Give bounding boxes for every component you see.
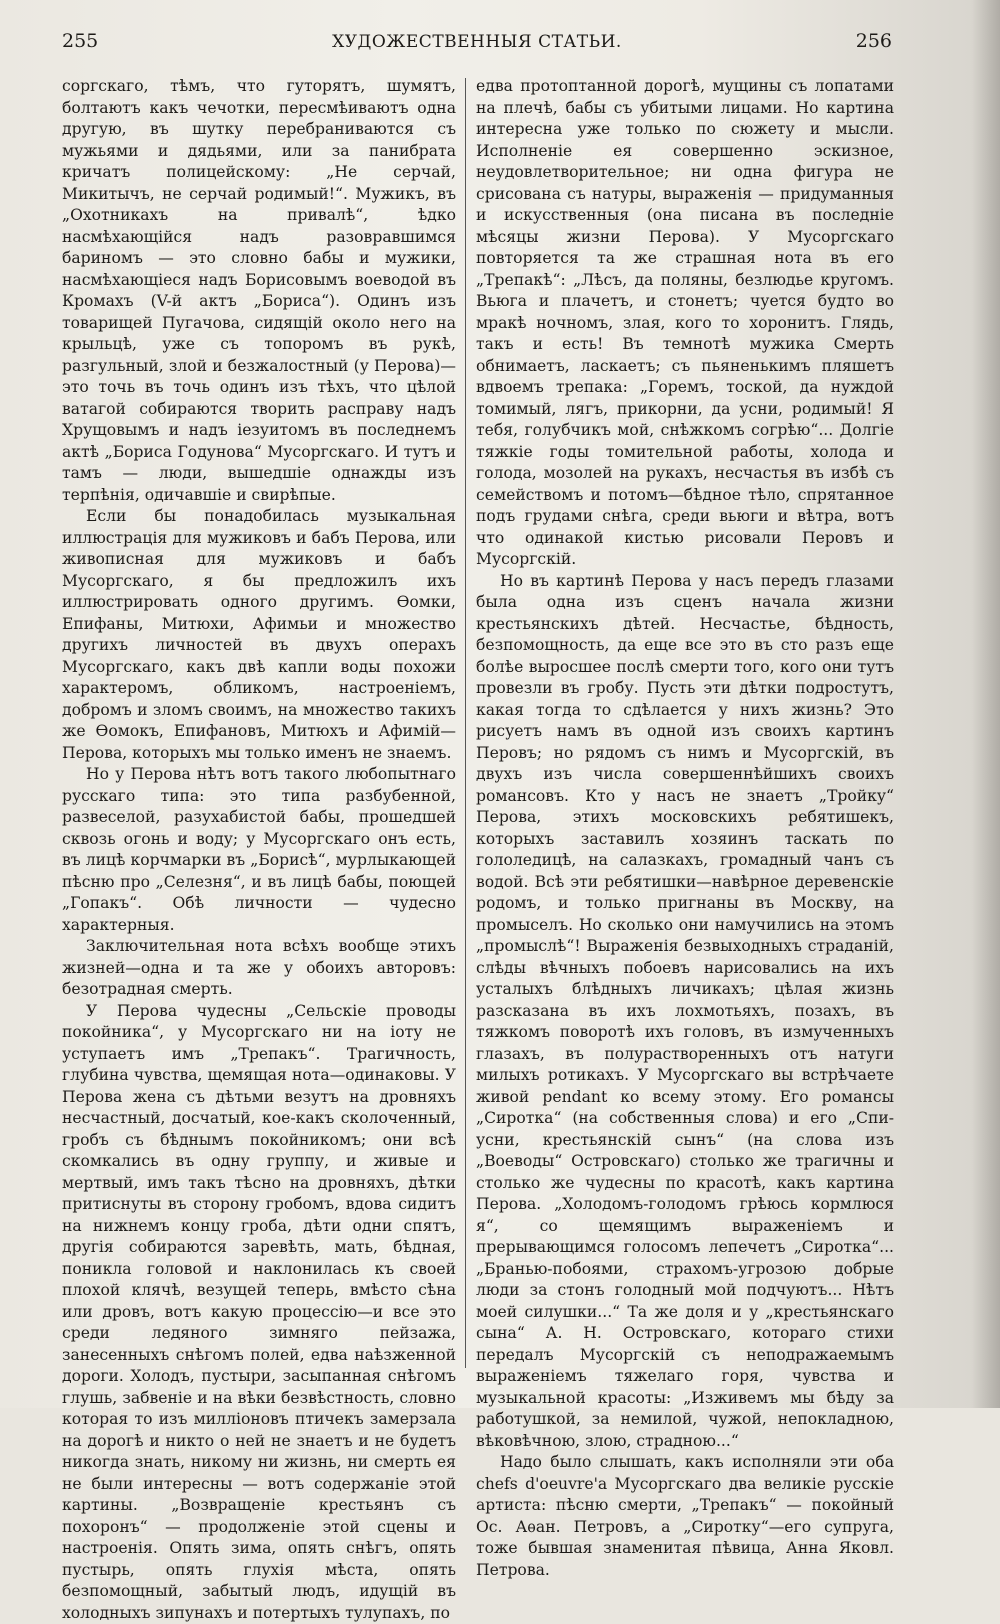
page-number-right: 256 (856, 30, 892, 52)
column-divider (465, 78, 466, 1368)
page-header (62, 30, 892, 60)
paragraph: соргскаго, тѣмъ, что гуторятъ, шумятъ, болтаютъ какъ чечотки, пересмѣиваютъ одна другую, въ шутку перебраниваются съ мужьями и дядьями, или за панибрата кричатъ полицейскому: „Не серчай, Микитычъ, не серчай родимый!“. Мужикъ, въ „Охотникахъ на привалѣ“, ѣдко насмѣхающійся надъ разоврaвшимся бариномъ — это словно бабы и мужики, насмѣхающіеся надъ Борисовымъ воеводой въ Кромахъ (V-й актъ „Бориса“). Одинъ изъ товарищей Пугачова, сидящій около него на крыльцѣ, уже съ топоромъ въ рукѣ, разгульный, злой и безжалостный (у Перова)—это точь въ точь одинъ изъ тѣхъ, что цѣлой ватагой собираются творить расправу надъ Хрущовымъ и надъ іезуитомъ въ последнемъ актѣ „Бориса Годунова“ Мусоргскаго. И тутъ и тамъ — люди, вышедшіе однажды изъ терпѣнія, одичавшіе и свирѣпые. (62, 76, 456, 506)
paragraph: Надо было слышать, какъ исполняли эти оба chefs d'oeuvre'а Мусоргскаго два великіе русскіе артиста: пѣсню смерти, „Трепакъ“ — покойный Ос. Аѳан. Петровъ, а „Сиротку“—его супруга, тоже бывшая знаменитая пѣвица, Анна Яковл. Петрова. (476, 1452, 894, 1581)
paragraph: Если бы понадобилась музыкальная иллюстрація для мужиковъ и бабъ Перова, или живописная для мужиковъ и бабъ Мусоргскаго, я бы предложилъ ихъ иллюстрировать одного другимъ. Ѳомки, Епифаны, Митюхи, Афимьи и множество другихъ личностей въ двухъ операхъ Мусоргскаго, какъ двѣ капли воды похожи характеромъ, обликомъ, настроеніемъ, добромъ и зломъ своимъ, на множество такихъ же Ѳомокъ, Епифановъ, Митюхъ и Афимій—Перова, которыхъ мы только именъ не знаемъ. (62, 506, 456, 764)
page-edge-shadow (972, 0, 1000, 1408)
paragraph: едва протоптанной дорогѣ, мущины съ лопатами на плечѣ, бабы съ убитыми лицами. Но картина интересна уже только по сюжету и мысли. Исполненіе ея совершенно эскизное, неудовлетворительное; ни одна фигура не срисована съ натуры, выраженія — придуманныя и искусственныя (она писана въ последніе мѣсяцы жизни Перова). У Мусоргскаго повторяется та же страшная нота въ его „Трепакѣ“: „Лѣсъ, да поляны, безлюдье кругомъ. Вьюга и плачетъ, и стонетъ; чуется будто во мракѣ ночномъ, злая, кого то хоронитъ. Глядь, такъ и есть! Въ темнотѣ мужика Смерть обнимаетъ, ласкаетъ; съ пьяненькимъ пляшетъ вдвоемъ трепака: „Горемъ, тоской, да нуждой томимый, лягъ, прикорни, да усни, родимый! Я тебя, голубчикъ мой, снѣжкомъ согрѣю“... Долгіе тяжкіе годы томительной работы, холода и голода, мозолей на рукахъ, несчастья въ избѣ съ семействомъ и потомъ—бѣдное тѣло, спрятанное подъ грудами снѣга, среди вьюги и вѣтра, вотъ что одинакой кистью рисовали Перовъ и Мусоргскій. (476, 76, 894, 571)
right-column (476, 76, 894, 1376)
paragraph: Заключительная нота всѣхъ вообще этихъ жизней—одна и та же у обоихъ авторовъ: безотрадная смерть. (62, 936, 456, 1001)
left-column (62, 76, 456, 1376)
paragraph: Но въ картинѣ Перова у насъ передъ глазами была одна изъ сценъ начала жизни крестьянскихъ дѣтей. Несчастье, бѣдность, безпомощность, да еще все это въ сто разъ еще болѣе выросшее послѣ смерти того, кого они тутъ провезли въ гробу. Пусть эти дѣтки подростутъ, какая тогда то сдѣлается у нихъ жизнь? Это рисуетъ намъ въ одной изъ своихъ картинъ Перовъ; но рядомъ съ нимъ и Мусоргскій, въ двухъ изъ числа совершеннѣйшихъ своихъ романсовъ. Кто у насъ не знаетъ „Тройку“ Перова, этихъ московскихъ ребятишекъ, которыхъ заставилъ хозяинъ таскать по гололедицѣ, на салазкахъ, громадный чанъ съ водой. Всѣ эти ребятишки—навѣрное деревенскіе родомъ, и только пригнаны въ Москву, на промыселъ. Но сколько они намучились на этомъ „промыслѣ“! Выраженія безвыходныхъ страданій, слѣды вѣчныхъ побоевъ нарисовались на ихъ усталыхъ блѣдныхъ личикахъ; цѣлая жизнь разсказана въ ихъ лохмотьяхъ, позахъ, въ тяжкомъ поворотѣ ихъ головъ, въ измученныхъ глазахъ, въ полурастворенныхъ отъ натуги милыхъ ротикахъ. У Мусоргскаго вы встрѣчаете живой pendant ко всему этому. Его романсы „Сиротка“ (на собственныя слова) и его „Спи-усни, крестьянскій сынъ“ (на слова изъ „Воеводы“ Островскаго) столько же трагичны и столько же чудесны по красотѣ, какъ картина Перова. „Холодомъ-голодомъ грѣюсь кормлюся я“, со щемящимъ выраженіемъ и прерывающимся голосомъ лепечетъ „Сиротка“... „Бранью-побоями, страхомъ-угрозою добрые люди за стонъ голодный мой подчуютъ... Нѣтъ моей силушки...“ Та же доля и у „крестьянскаго сына“ А. Н. Островскаго, котораго стихи передалъ Мусоргскій съ неподражаемымъ выраженіемъ тяжелаго горя, чувства и музыкальной красоты: „Изживемъ мы бѣду за работушкой, за немилой, чужой, непокладною, вѣковѣчною, злою, страдною...“ (476, 571, 894, 1453)
page-number-left: 255 (62, 30, 98, 52)
running-title: ХУДОЖЕСТВЕННЫЯ СТАТЬИ. (62, 32, 892, 52)
paragraph: У Перова чудесны „Сельскіе проводы покойника“, у Мусоргскаго ни на іоту не уступаетъ имъ „Трепакъ“. Трагичность, глубина чувства, щемящая нота—одинаковы. У Перова жена съ дѣтьми везутъ на дровняхъ несчастный, досчатый, кое-какъ сколоченный, гробъ съ бѣднымъ покойникомъ; они всѣ скомкались въ одну группу, и живые и мертвый, имъ такъ тѣсно на дровняхъ, дѣтки притиснуты въ сторону гробомъ, вдова сидитъ на нижнемъ концу гроба, дѣти одни спятъ, другія собираются заревѣть, мать, бѣдная, поникла головой и наклонилась къ своей плохой клячѣ, везущей теперь, вмѣсто сѣна или дровъ, вотъ какую процессію—и все это среди ледяного зимняго пейзажа, занесенныхъ снѣгомъ полей, едва наѣзженной дороги. Холодъ, пустыри, засыпанная снѣгомъ глушь, забвеніе и на вѣки безвѣстность, словно которая то изъ милліоновъ птичекъ замерзала на дорогѣ и никто о ней не знаетъ и не будетъ никогда знать, никому ни жизнь, ни смерть ея не были интересны — вотъ содержаніе этой картины. „Возвращеніе крестьянъ съ похоронъ“ — продолженіе этой сцены и настроенія. Опять зима, опять снѣгъ, опять пустырь, опять глухія мѣста, опять безпомощный, забытый людъ, идущій въ холодныхъ зипунахъ и потертыхъ тулупахъ, по (62, 1001, 456, 1624)
paragraph: Но у Перова нѣтъ вотъ такого любопытнаго русскаго типа: это типа разбубенной, развеселой, разухабистой бабы, прошедшей сквозь огонь и воду; у Мусоргскаго онъ есть, въ лицѣ корчмарки въ „Борисѣ“, мурлыкающей пѣсню про „Селезня“, и въ лицѣ бабы, поющей „Гопакъ“. Обѣ личности — чудесно характерныя. (62, 764, 456, 936)
